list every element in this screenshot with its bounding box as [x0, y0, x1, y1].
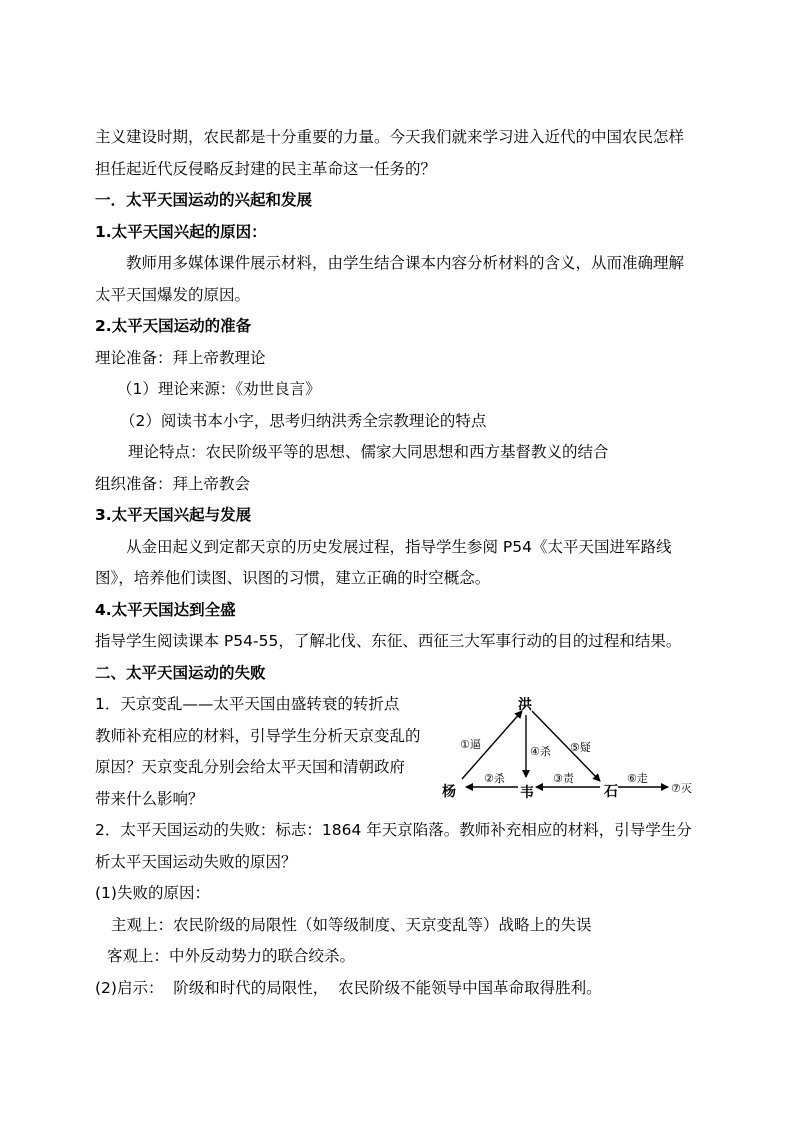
edge-label-1: ①逼	[460, 738, 481, 751]
paragraph-line: 客观上：中外反动势力的联合绞杀。	[107, 947, 356, 965]
paragraph-line: 析太平天国运动失败的原因？	[95, 852, 297, 871]
edge-label-3: ③责	[553, 772, 574, 785]
subheading-1-4: 4.太平天国达到全盛	[95, 600, 236, 619]
node-hong: 洪	[518, 697, 532, 713]
paragraph-line: 1．天京变乱——太平天国由盛转衰的转折点	[95, 695, 400, 713]
paragraph-line: 主义建设时期，农民都是十分重要的力量。今天我们就来学习进入近代的中国农民怎样	[95, 128, 685, 146]
paragraph-line: 图》，培养他们读图、识图的习惯，建立正确的时空概念。	[95, 569, 491, 587]
tianjing-section	[95, 689, 705, 815]
edge-label-6: ⑥走	[627, 772, 648, 785]
node-wei: 韦	[520, 785, 534, 801]
section-heading-2: 二、太平天国运动的失败	[95, 663, 266, 682]
paragraph-line: 担任起近代反侵略反封建的民主革命这一任务的？	[95, 159, 437, 178]
paragraph-line: (1)失败的原因：	[95, 884, 210, 902]
paragraph-line: 主观上：农民阶级的局限性（如等级制度、天京变乱等）战略上的失误	[111, 915, 592, 934]
paragraph-line: 2．太平天国运动的失败：标志：1864 年天京陷落。教师补充相应的材料，引导学生分	[95, 821, 692, 839]
paragraph-line: 理论特点：农民阶级平等的思想、儒家大同思想和西方基督教义的结合	[128, 443, 609, 461]
paragraph-line: 带来什么影响？	[95, 789, 204, 808]
paragraph-line: 组织准备：拜上帝教会	[95, 474, 251, 493]
tianjing-incident-diagram	[442, 697, 712, 817]
subheading-1-2: 2.太平天国运动的准备	[95, 317, 252, 335]
paragraph-line: 理论准备：拜上帝教理论	[95, 348, 266, 367]
paragraph-line: (2)启示： 阶级和时代的局限性， 农民阶级不能领导中国革命取得胜利。	[95, 978, 602, 997]
edge-label-2: ②杀	[484, 772, 505, 785]
edge-label-4: ④杀	[530, 745, 551, 758]
edge-label-5: ⑤疑	[570, 741, 591, 754]
paragraph-line: 太平天国爆发的原因。	[95, 285, 251, 304]
node-shi: 石	[604, 784, 618, 800]
subheading-1-3: 3.太平天国兴起与发展	[95, 506, 252, 524]
document-page	[95, 122, 705, 1004]
paragraph-line: 指导学生阅读课本 P54-55，了解北伐、东征、西征三大军事行动的目的过程和结果。	[95, 632, 682, 650]
paragraph-line: （2）阅读书本小字，思考归纳洪秀全宗教理论的特点	[120, 411, 487, 430]
subheading-1-1: 1.太平天国兴起的原因：	[95, 222, 267, 241]
section-heading-1: 一．太平天国运动的兴起和发展	[95, 191, 313, 209]
node-yang: 杨	[442, 784, 456, 800]
paragraph-line: 原因？天京变乱分别会给太平天国和清朝政府	[95, 758, 406, 776]
paragraph-line: 教师用多媒体课件展示材料，由学生结合课本内容分析材料的含义，从而准确理解	[126, 254, 685, 272]
paragraph-line: 从金田起义到定都天京的历史发展过程，指导学生参阅 P54《太平天国进军路线	[126, 537, 672, 556]
edge-label-7: ⑦灭	[671, 782, 692, 795]
paragraph-line: （1）理论来源：《劝世良言》	[117, 380, 321, 398]
paragraph-line: 教师补充相应的材料，引导学生分析天京变乱的	[95, 726, 421, 745]
